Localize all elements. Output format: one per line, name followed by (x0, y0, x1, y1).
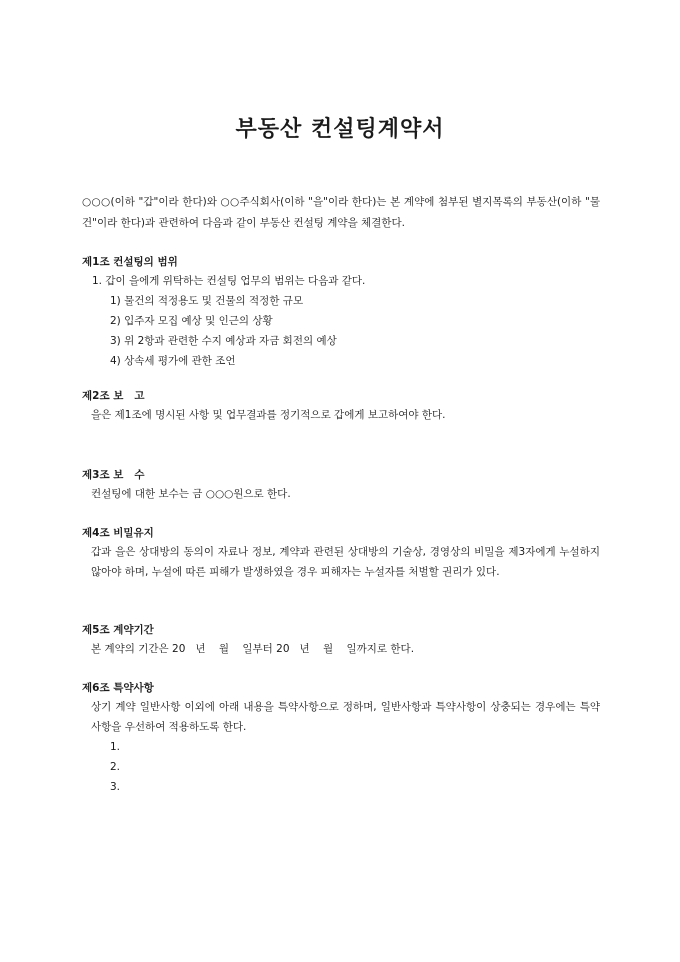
article-1-item-2: 2) 입주자 모집 예상 및 인근의 상황 (110, 315, 273, 327)
article-6 (82, 679, 600, 797)
article-2-heading: 제2조 보 고 (82, 390, 145, 402)
article-1-heading: 제1조 컨설팅의 범위 (82, 256, 178, 268)
article-4-body: 갑과 을은 상대방의 동의이 자료나 정보, 계약과 관련된 상대방의 기술상, 경영상의 비밀을 제3자에게 누설하지 않아야 하며, 누설에 따른 피해가 발생하였을 경우 피해자는 누설자를 처벌할 권리가 있다. (91, 546, 600, 578)
article-6-heading: 제6조 특약사항 (82, 682, 154, 694)
article-1-item-3: 3) 위 2항과 관련한 수지 예상과 자금 회전의 예상 (110, 335, 337, 347)
article-1-item-1: 1) 물건의 적정용도 및 건물의 적정한 규모 (110, 295, 304, 307)
special-term-1: 1. (110, 741, 121, 753)
article-1 (82, 253, 600, 371)
special-term-3: 3. (110, 781, 121, 793)
article-4-heading: 제4조 비밀유지 (82, 527, 154, 539)
article-1-item-4: 4) 상속세 평가에 관한 조언 (110, 355, 236, 367)
article-3-body: 컨설팅에 대한 보수는 금 ○○○원으로 한다. (91, 488, 291, 500)
article-5-body: 본 계약의 기간은 20 년 월 일부터 20 년 월 일까지로 한다. (91, 643, 415, 655)
article-4 (82, 524, 600, 582)
article-6-body: 상기 계약 일반사항 이외에 아래 내용을 특약사항으로 정하며, 일반사항과 특약사항이 상충되는 경우에는 특약사항을 우선하여 적용하도록 한다. (91, 701, 600, 733)
document-title: 부동산 컨설팅계약서 (235, 117, 445, 142)
article-1-lead: 1. 갑이 을에게 위탁하는 컨설팅 업무의 범위는 다음과 같다. (92, 275, 366, 287)
article-3-heading: 제3조 보 수 (82, 469, 145, 481)
intro-paragraph: ○○○(이하 "갑"이라 한다)와 ○○주식회사(이하 "을"이라 한다)는 본 계약에 첨부된 별지목록의 부동산(이하 "물건"이라 한다)과 관련하여 다음과 같이 부동산 컨설팅 계약을 체결한다. (82, 196, 600, 229)
article-2-body: 을은 제1조에 명시된 사항 및 업무결과를 정기적으로 갑에게 보고하여야 한다. (91, 409, 446, 421)
special-term-2: 2. (110, 761, 121, 773)
article-5-heading: 제5조 계약기간 (82, 624, 154, 636)
article-2 (82, 387, 600, 425)
article-3 (82, 466, 600, 504)
article-5 (82, 621, 600, 659)
